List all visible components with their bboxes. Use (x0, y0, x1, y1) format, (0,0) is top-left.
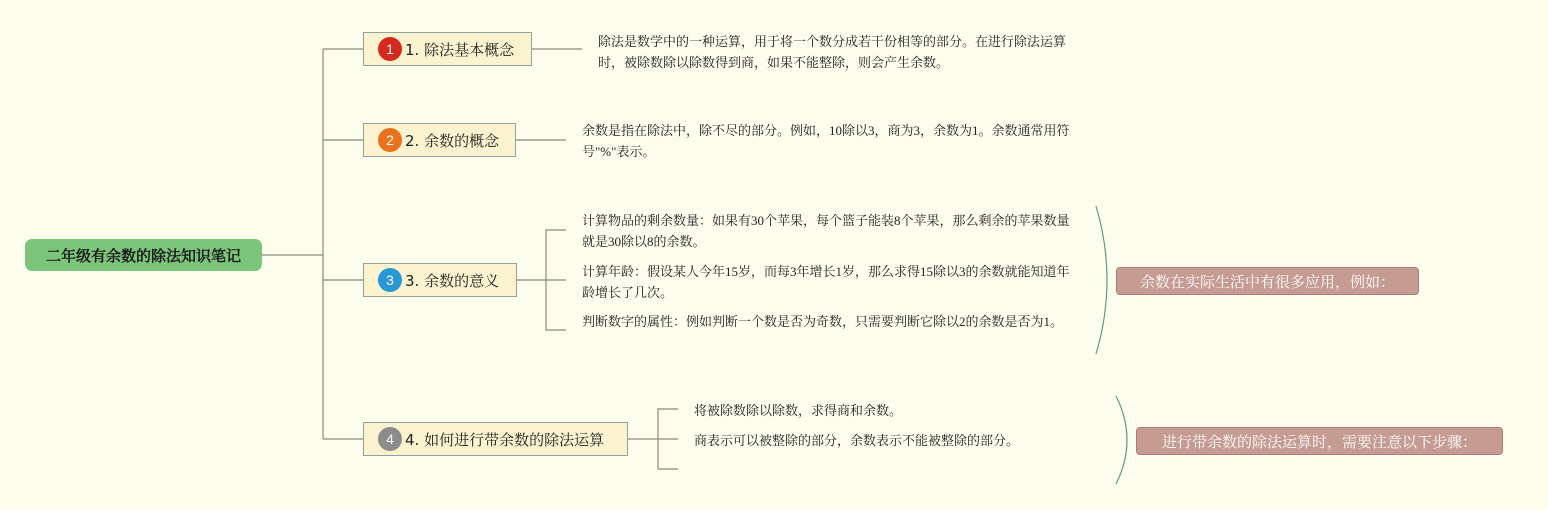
branch-1-description: 除法是数学中的一种运算，用于将一个数分成若干份相等的部分。在进行除法运算时，被除数除以除数得到商，如果不能整除，则会产生余数。 (598, 34, 1067, 70)
branch-4-summary[interactable]: 进行带余数的除法运算时，需要注意以下步骤： (1136, 427, 1503, 455)
branch-2-topic[interactable] (363, 123, 516, 157)
number-1-icon: 1 (378, 37, 402, 61)
branch-4-label: 4. 如何进行带余数的除法运算 (405, 430, 605, 449)
branch-3-label: 3. 余数的意义 (405, 271, 500, 290)
branch-3-subtree (546, 230, 566, 330)
branch-2-label: 2. 余数的概念 (405, 131, 500, 150)
number-4-icon: 4 (378, 427, 402, 451)
branch-1-label: 1. 除法基本概念 (405, 40, 515, 59)
branch-2-description: 余数是指在除法中，除不尽的部分。例如，10除以3，商为3，余数为1。余数通常用符号"%"表示。 (582, 123, 1070, 159)
number-2-icon: 2 (378, 128, 402, 152)
branch-3-item-1: 计算物品的剩余数量：如果有30个苹果，每个篮子能装8个苹果，那么剩余的苹果数量就是30除以8的余数。 (582, 213, 1070, 249)
branch-1-topic[interactable] (363, 32, 532, 66)
branch-3-item-3: 判断数字的属性：例如判断一个数是否为奇数，只需要判断它除以2的余数是否为1。 (582, 314, 1064, 329)
branch-3-summary[interactable]: 余数在实际生活中有很多应用，例如： (1116, 267, 1419, 295)
branch-4-topic[interactable] (363, 422, 628, 456)
branch-3-topic[interactable] (363, 263, 517, 297)
branch-4-subtree (658, 409, 678, 469)
summary-3-bracket (1096, 206, 1107, 354)
branch-4-item-1: 将被除数除以除数，求得商和余数。 (694, 403, 903, 418)
root-topic[interactable]: 二年级有余数的除法知识笔记 (25, 239, 262, 271)
branch-4-item-2: 商表示可以被整除的部分，余数表示不能被整除的部分。 (694, 433, 1020, 448)
summary-4-bracket (1116, 396, 1127, 484)
branch-3-item-2: 计算年龄：假设某人今年15岁，而每3年增长1岁，那么求得15除以3的余数就能知道年龄增长了几次。 (582, 264, 1070, 300)
number-3-icon: 3 (378, 268, 402, 292)
